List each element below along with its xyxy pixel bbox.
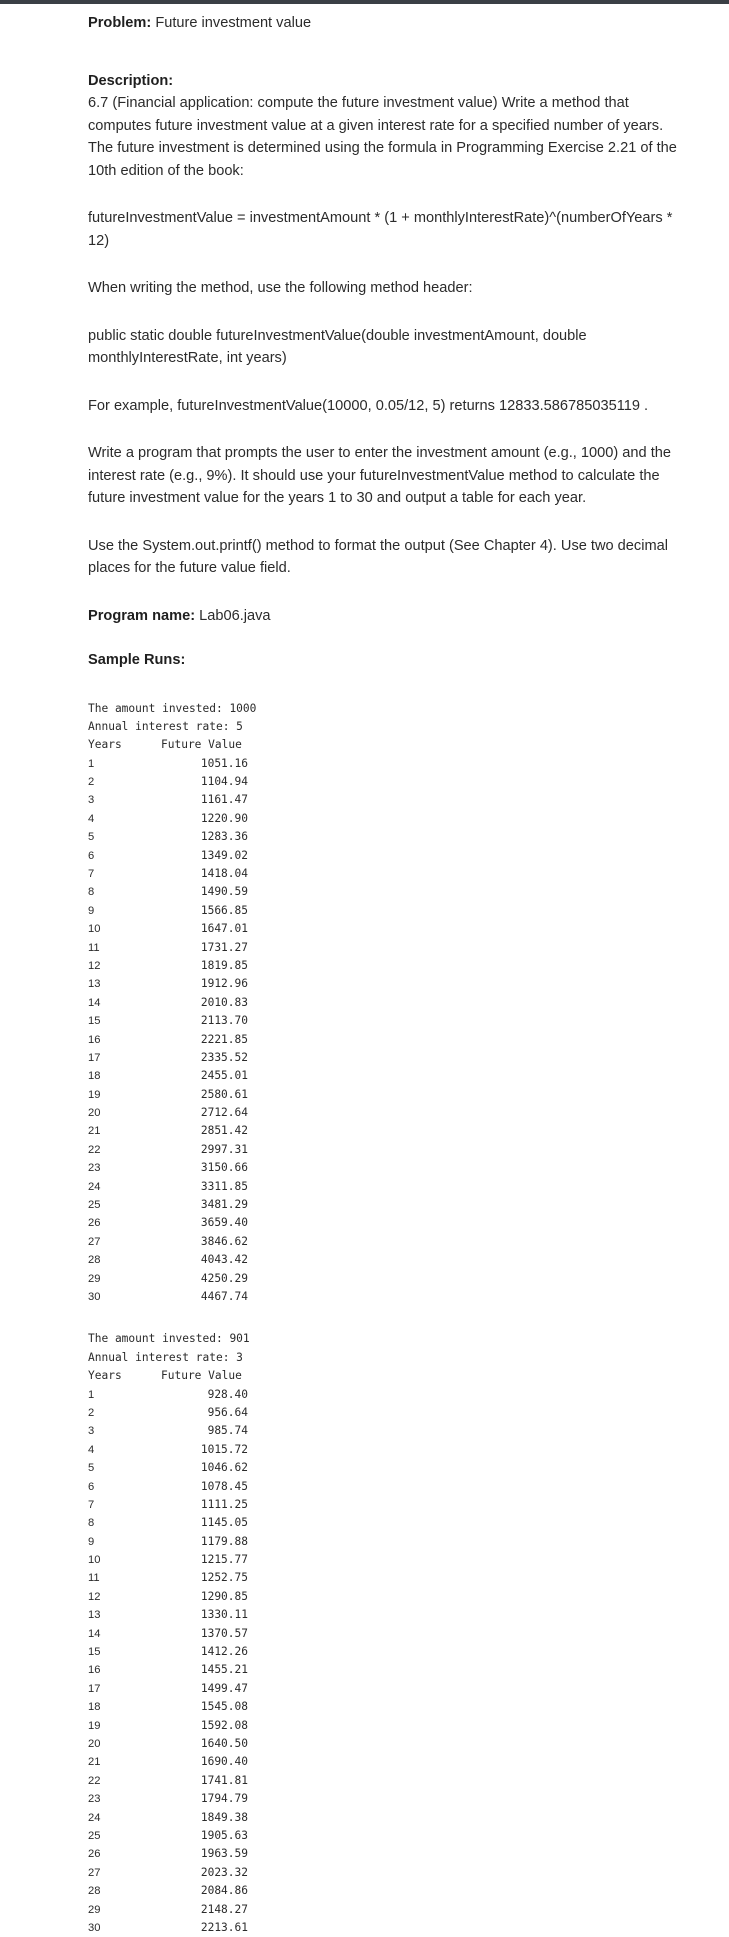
assignment-document	[88, 12, 688, 1937]
year-cell: 4	[88, 1441, 158, 1459]
description-heading: Description:	[88, 70, 688, 93]
year-cell: 21	[88, 1753, 158, 1771]
table-row	[88, 1588, 688, 1606]
future-value-cell: 1412.26	[158, 1643, 248, 1661]
future-value-cell: 1290.85	[158, 1588, 248, 1606]
future-value-cell: 1690.40	[158, 1753, 248, 1771]
future-value-cell: 3846.62	[158, 1233, 248, 1251]
future-value-cell: 1104.94	[158, 773, 248, 791]
future-value-column-header: Future Value	[158, 736, 242, 754]
table-row	[88, 1159, 688, 1177]
year-cell: 14	[88, 994, 158, 1012]
future-value-cell: 928.40	[158, 1386, 248, 1404]
program-name-value: Lab06.java	[199, 608, 270, 624]
future-value-cell: 2113.70	[158, 1012, 248, 1030]
sample-run-output	[88, 1330, 688, 1937]
future-value-cell: 4467.74	[158, 1288, 248, 1306]
year-cell: 11	[88, 1569, 158, 1587]
future-value-cell: 1455.21	[158, 1661, 248, 1679]
future-value-cell: 1111.25	[158, 1496, 248, 1514]
table-row	[88, 1643, 688, 1661]
year-cell: 2	[88, 773, 158, 791]
year-cell: 18	[88, 1698, 158, 1716]
table-row	[88, 1901, 688, 1919]
year-cell: 17	[88, 1049, 158, 1067]
sample-run-output	[88, 700, 688, 1307]
future-value-cell: 1819.85	[158, 957, 248, 975]
future-value-cell: 3659.40	[158, 1214, 248, 1232]
years-column-header: Years	[88, 736, 158, 754]
year-cell: 22	[88, 1141, 158, 1159]
future-value-cell: 2851.42	[158, 1122, 248, 1140]
future-value-cell: 985.74	[158, 1422, 248, 1440]
year-cell: 12	[88, 957, 158, 975]
table-row	[88, 828, 688, 846]
table-row	[88, 865, 688, 883]
year-cell: 25	[88, 1827, 158, 1845]
future-value-cell: 2084.86	[158, 1882, 248, 1900]
future-value-cell: 1963.59	[158, 1845, 248, 1863]
year-cell: 7	[88, 1496, 158, 1514]
years-column-header: Years	[88, 1367, 158, 1385]
table-row	[88, 1827, 688, 1845]
year-cell: 17	[88, 1680, 158, 1698]
table-header	[88, 1367, 688, 1385]
future-value-cell: 1566.85	[158, 902, 248, 920]
table-row	[88, 994, 688, 1012]
year-cell: 2	[88, 1404, 158, 1422]
year-cell: 29	[88, 1901, 158, 1919]
printf-note-text: Use the System.out.printf() method to format the output (See Chapter 4). Use two decimal places for the future value field.	[88, 535, 688, 580]
table-row	[88, 1551, 688, 1569]
future-value-cell: 2221.85	[158, 1031, 248, 1049]
future-value-cell: 3311.85	[158, 1178, 248, 1196]
future-value-cell: 4250.29	[158, 1270, 248, 1288]
example-text: For example, futureInvestmentValue(10000, 0.05/12, 5) returns 12833.586785035119 .	[88, 395, 688, 418]
year-cell: 23	[88, 1790, 158, 1808]
table-row	[88, 1919, 688, 1937]
year-cell: 20	[88, 1735, 158, 1753]
table-row	[88, 1496, 688, 1514]
table-row	[88, 773, 688, 791]
future-value-cell: 1046.62	[158, 1459, 248, 1477]
table-row	[88, 1790, 688, 1808]
year-cell: 1	[88, 1386, 158, 1404]
year-cell: 30	[88, 1919, 158, 1937]
table-row	[88, 847, 688, 865]
future-value-cell: 2997.31	[158, 1141, 248, 1159]
future-value-cell: 1640.50	[158, 1735, 248, 1753]
year-cell: 15	[88, 1643, 158, 1661]
program-task-text: Write a program that prompts the user to enter the investment amount (e.g., 1000) and the interest rate (e.g., 9%). It should use your futureInvestmentValue method to calculate the future investment value for the years 1 to 30 and output a table for each year.	[88, 442, 688, 510]
year-cell: 24	[88, 1809, 158, 1827]
year-cell: 11	[88, 939, 158, 957]
future-value-cell: 1220.90	[158, 810, 248, 828]
year-cell: 3	[88, 791, 158, 809]
year-cell: 10	[88, 920, 158, 938]
future-value-cell: 1215.77	[158, 1551, 248, 1569]
table-row	[88, 1661, 688, 1679]
table-row	[88, 939, 688, 957]
future-value-cell: 2213.61	[158, 1919, 248, 1937]
table-row	[88, 1698, 688, 1716]
year-cell: 13	[88, 1606, 158, 1624]
future-value-cell: 1418.04	[158, 865, 248, 883]
table-row	[88, 1086, 688, 1104]
year-cell: 10	[88, 1551, 158, 1569]
future-value-cell: 1015.72	[158, 1441, 248, 1459]
table-row	[88, 1067, 688, 1085]
table-row	[88, 1270, 688, 1288]
table-row	[88, 1233, 688, 1251]
table-row	[88, 1178, 688, 1196]
year-cell: 28	[88, 1882, 158, 1900]
future-value-cell: 1731.27	[158, 939, 248, 957]
future-value-cell: 956.64	[158, 1404, 248, 1422]
future-value-cell: 2455.01	[158, 1067, 248, 1085]
future-value-cell: 2010.83	[158, 994, 248, 1012]
table-row	[88, 1459, 688, 1477]
year-cell: 30	[88, 1288, 158, 1306]
future-value-cell: 1161.47	[158, 791, 248, 809]
year-cell: 9	[88, 902, 158, 920]
future-value-cell: 2148.27	[158, 1901, 248, 1919]
table-row	[88, 1717, 688, 1735]
future-value-cell: 1741.81	[158, 1772, 248, 1790]
table-row	[88, 1104, 688, 1122]
year-cell: 6	[88, 847, 158, 865]
table-row	[88, 1533, 688, 1551]
future-value-cell: 2335.52	[158, 1049, 248, 1067]
table-row	[88, 1049, 688, 1067]
year-cell: 3	[88, 1422, 158, 1440]
table-row	[88, 1422, 688, 1440]
future-value-cell: 2712.64	[158, 1104, 248, 1122]
problem-line	[88, 12, 688, 35]
table-row	[88, 1288, 688, 1306]
table-row	[88, 975, 688, 993]
amount-invested-line: The amount invested: 1000	[88, 700, 688, 718]
year-cell: 4	[88, 810, 158, 828]
table-row	[88, 1735, 688, 1753]
table-row	[88, 1753, 688, 1771]
future-value-cell: 1545.08	[158, 1698, 248, 1716]
interest-rate-line: Annual interest rate: 5	[88, 718, 688, 736]
table-row	[88, 1809, 688, 1827]
year-cell: 1	[88, 755, 158, 773]
year-cell: 7	[88, 865, 158, 883]
future-value-cell: 1349.02	[158, 847, 248, 865]
year-cell: 19	[88, 1086, 158, 1104]
interest-rate-line: Annual interest rate: 3	[88, 1349, 688, 1367]
year-cell: 27	[88, 1233, 158, 1251]
year-cell: 25	[88, 1196, 158, 1214]
future-value-cell: 1252.75	[158, 1569, 248, 1587]
future-value-cell: 1145.05	[158, 1514, 248, 1532]
year-cell: 22	[88, 1772, 158, 1790]
future-value-cell: 3150.66	[158, 1159, 248, 1177]
future-value-cell: 1499.47	[158, 1680, 248, 1698]
future-value-cell: 2580.61	[158, 1086, 248, 1104]
future-value-cell: 1849.38	[158, 1809, 248, 1827]
year-cell: 14	[88, 1625, 158, 1643]
problem-label: Problem:	[88, 15, 151, 31]
future-value-cell: 1647.01	[158, 920, 248, 938]
future-value-cell: 1330.11	[158, 1606, 248, 1624]
year-cell: 27	[88, 1864, 158, 1882]
method-header-intro: When writing the method, use the following method header:	[88, 277, 688, 300]
year-cell: 12	[88, 1588, 158, 1606]
table-row	[88, 1214, 688, 1232]
formula-text: futureInvestmentValue = investmentAmount * (1 + monthlyInterestRate)^(numberOfYears * 12)	[88, 207, 688, 252]
program-name-label: Program name:	[88, 608, 195, 624]
table-row	[88, 1441, 688, 1459]
future-value-cell: 4043.42	[158, 1251, 248, 1269]
year-cell: 15	[88, 1012, 158, 1030]
problem-title: Future investment value	[155, 15, 311, 31]
table-row	[88, 810, 688, 828]
year-cell: 16	[88, 1661, 158, 1679]
table-row	[88, 791, 688, 809]
year-cell: 18	[88, 1067, 158, 1085]
future-value-cell: 1283.36	[158, 828, 248, 846]
table-row	[88, 1251, 688, 1269]
year-cell: 9	[88, 1533, 158, 1551]
table-row	[88, 1882, 688, 1900]
future-value-cell: 1912.96	[158, 975, 248, 993]
future-value-cell: 1078.45	[158, 1478, 248, 1496]
table-row	[88, 1404, 688, 1422]
year-cell: 16	[88, 1031, 158, 1049]
future-value-cell: 1051.16	[158, 755, 248, 773]
year-cell: 24	[88, 1178, 158, 1196]
table-row	[88, 1196, 688, 1214]
future-value-cell: 1370.57	[158, 1625, 248, 1643]
table-row	[88, 920, 688, 938]
year-cell: 5	[88, 828, 158, 846]
table-row	[88, 1012, 688, 1030]
program-name-line	[88, 605, 688, 628]
table-row	[88, 1386, 688, 1404]
future-value-cell: 1905.63	[158, 1827, 248, 1845]
table-row	[88, 902, 688, 920]
table-row	[88, 957, 688, 975]
future-value-cell: 1794.79	[158, 1790, 248, 1808]
year-cell: 6	[88, 1478, 158, 1496]
table-row	[88, 1625, 688, 1643]
table-row	[88, 1478, 688, 1496]
table-row	[88, 883, 688, 901]
year-cell: 20	[88, 1104, 158, 1122]
sample-runs-heading: Sample Runs:	[88, 649, 688, 672]
amount-invested-line: The amount invested: 901	[88, 1330, 688, 1348]
table-row	[88, 1772, 688, 1790]
table-row	[88, 1606, 688, 1624]
table-row	[88, 1514, 688, 1532]
table-row	[88, 1845, 688, 1863]
year-cell: 28	[88, 1251, 158, 1269]
future-value-column-header: Future Value	[158, 1367, 242, 1385]
year-cell: 19	[88, 1717, 158, 1735]
table-row	[88, 1141, 688, 1159]
table-row	[88, 1122, 688, 1140]
year-cell: 29	[88, 1270, 158, 1288]
table-header	[88, 736, 688, 754]
method-header-signature: public static double futureInvestmentValue(double investmentAmount, double monthlyInterestRate, int years)	[88, 325, 688, 370]
table-row	[88, 1680, 688, 1698]
table-row	[88, 1864, 688, 1882]
table-row	[88, 1569, 688, 1587]
sample-runs	[88, 700, 688, 1937]
future-value-cell: 1490.59	[158, 883, 248, 901]
table-row	[88, 755, 688, 773]
year-cell: 8	[88, 883, 158, 901]
year-cell: 8	[88, 1514, 158, 1532]
year-cell: 26	[88, 1845, 158, 1863]
year-cell: 21	[88, 1122, 158, 1140]
future-value-cell: 1179.88	[158, 1533, 248, 1551]
year-cell: 13	[88, 975, 158, 993]
table-row	[88, 1031, 688, 1049]
future-value-cell: 1592.08	[158, 1717, 248, 1735]
top-border-bar	[0, 0, 729, 4]
year-cell: 5	[88, 1459, 158, 1477]
description-intro: 6.7 (Financial application: compute the future investment value) Write a method that computes future investment value at a given interest rate for a specified number of years. The future investment is determined using the formula in Programming Exercise 2.21 of the 10th edition of the book:	[88, 92, 688, 182]
future-value-cell: 3481.29	[158, 1196, 248, 1214]
year-cell: 23	[88, 1159, 158, 1177]
year-cell: 26	[88, 1214, 158, 1232]
future-value-cell: 2023.32	[158, 1864, 248, 1882]
